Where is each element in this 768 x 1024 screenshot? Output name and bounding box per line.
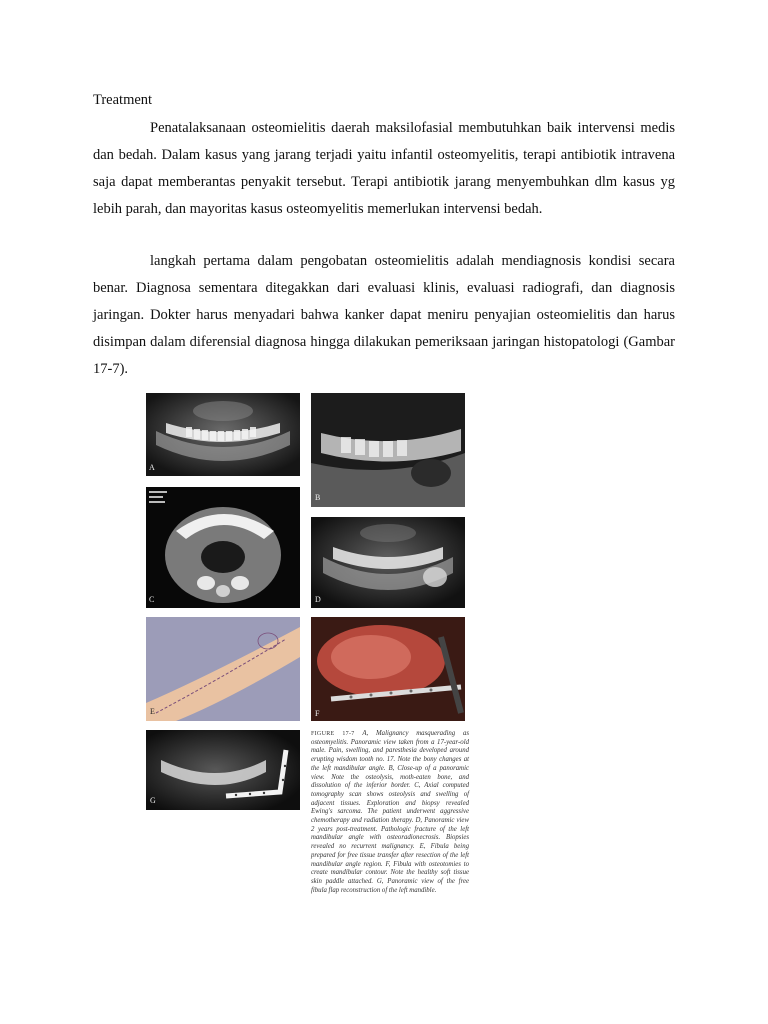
panel-label: D [315, 595, 321, 604]
panoramic-closeup-image [311, 393, 465, 507]
paragraph-2: langkah pertama dalam pengobatan osteomielitis adalah mendiagnosis kondisi secara benar. Diagnosa sementara ditegakkan dari evaluasi klinis, evaluasi radiografi, dan diagnosis jaringan. Dokter harus menyadari bahwa kanker dapat meniru penyajian osteomielitis dan harus disimpan dalam diferensial diagnosa hingga dilakukan pemeriksaan jaringan histopatologi (Gambar 17-7). [93, 253, 675, 377]
figure-caption-text: A, Malignancy masquerading as osteomyelitis. Panoramic view taken from a 17-year-old male. Pain, swelling, and paresthesia developed around erupting wisdom tooth no. 17. Note the bony changes at the left mandibular angle. B, Close-up of a panoramic view. Note the osteolysis, moth-eaten bone, and dissolution of the inferior border. C, Axial computed tomography scan shows osteolysis and swelling of adjacent tissues. Exploration and biopsy revealed Ewing's sarcoma. The patient underwent aggressive chemotherapy and radiation therapy. D, Panoramic view 2 years post-treatment. Pathologic fracture of the left mandibular angle with osteoradionecrosis. Biopsies revealed no recurrent malignancy. E, Fibula being prepared for free tissue transfer after resection of the left mandibular angle region. F, Fibula with osteotomies to create mandibular contour. Note the healthy soft tissue skin paddle attached. G, Panoramic view of the free fibula flap reconstruction of the left mandible. [311, 730, 469, 894]
fibula-leg-photo [146, 617, 300, 721]
panel-label: G [150, 796, 156, 805]
panel-label: C [149, 595, 155, 604]
figure-panel-f [311, 617, 465, 721]
figure-panel-e [146, 617, 300, 721]
axial-ct-image [146, 487, 300, 608]
paragraph-1: Penatalaksanaan osteomielitis daerah maksilofasial membutuhkan baik intervensi medis dan bedah. Dalam kasus yang jarang terjadi yaitu infantil osteomyelitis, terapi antibiotik intravena saja dapat memberantas penyakit tersebut. Terapi antibiotik jarang menyembuhkan dlm kasus yg lebih parah, dan mayoritas kasus osteomyelitis memerlukan intervensi bedah. [93, 120, 675, 217]
figure-number: FIGURE 17-7 [311, 731, 355, 737]
panel-label: E [150, 707, 155, 716]
figure-caption [311, 730, 469, 895]
panoramic-reconstruction-image [146, 730, 300, 810]
panel-label: A [149, 463, 155, 472]
section-heading: Treatment [93, 92, 153, 108]
panoramic-post-treatment-image [311, 517, 465, 608]
figure-panel-d [311, 517, 465, 608]
panel-label: B [315, 493, 321, 502]
figure-panel-c [146, 487, 300, 608]
figure-panel-g [146, 730, 300, 810]
panel-label: F [315, 709, 320, 718]
panoramic-xray-image [146, 393, 300, 476]
figure-panel-a [146, 393, 300, 476]
fibula-osteotomy-photo [311, 617, 465, 721]
figure-panel-b [311, 393, 465, 507]
